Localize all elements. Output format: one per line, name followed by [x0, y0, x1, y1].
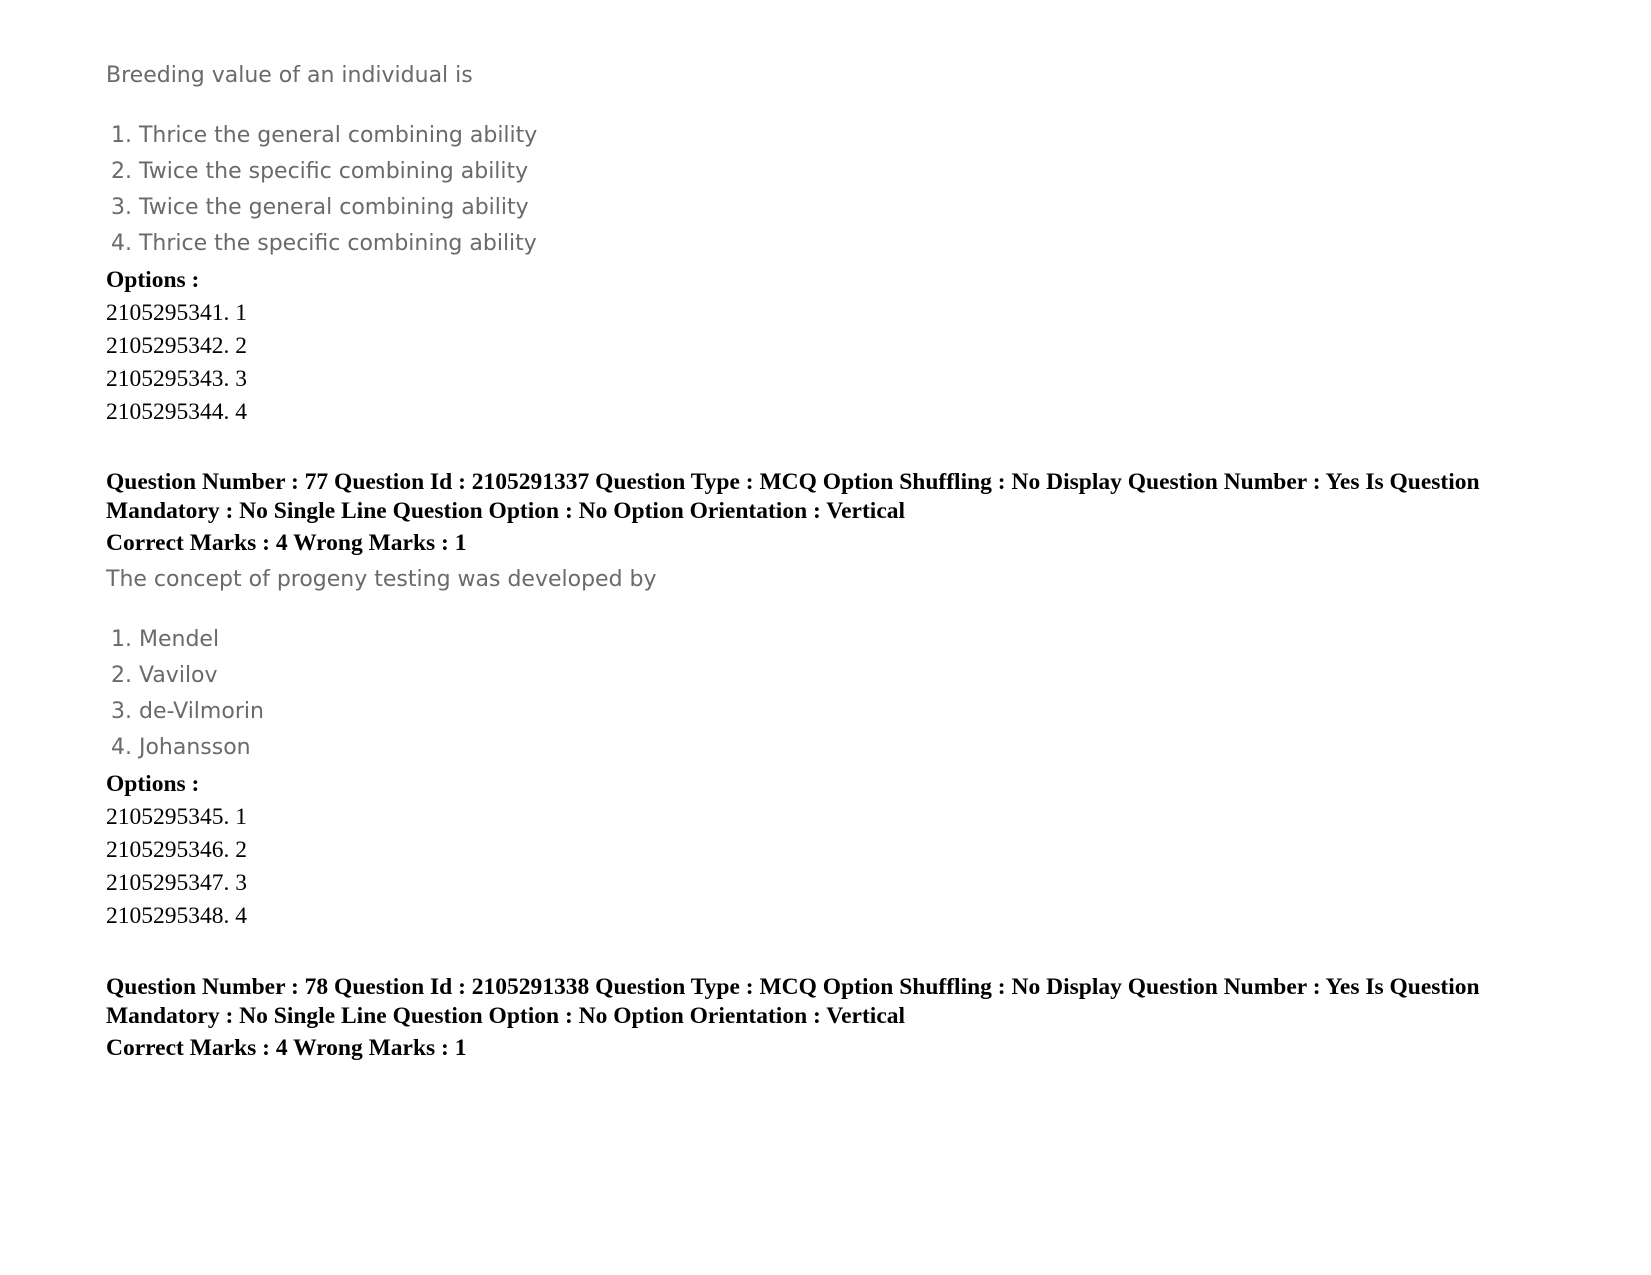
question-marks: Correct Marks : 4 Wrong Marks : 1: [106, 1035, 467, 1061]
question-meta: Question Number : 78 Question Id : 2105291338 Question Type : MCQ Option Shuffling : No Display Question Number : Yes Is Question Mandatory : No Single Line Question Option : No Option Orientation : Vertical: [106, 974, 1480, 1029]
question-choice: 3. de-Vilmorin: [111, 699, 264, 724]
question-choice: 4. Thrice the specific combining ability: [111, 231, 537, 256]
option-item: 2105295348. 4: [106, 903, 247, 929]
question-marks: Correct Marks : 4 Wrong Marks : 1: [106, 530, 467, 556]
option-item: 2105295346. 2: [106, 837, 247, 863]
option-item: 2105295345. 1: [106, 804, 247, 830]
question-choice: 4. Johansson: [111, 735, 251, 760]
question-choice: 2. Vavilov: [111, 663, 218, 688]
option-item: 2105295347. 3: [106, 870, 247, 896]
options-label: Options :: [106, 267, 200, 293]
question-choice: 1. Thrice the general combining ability: [111, 123, 538, 148]
question-choice: 1. Mendel: [111, 627, 220, 652]
option-item: 2105295343. 3: [106, 366, 247, 392]
question-choice: 3. Twice the general combining ability: [111, 195, 529, 220]
question-stem: Breeding value of an individual is: [106, 63, 473, 88]
options-label: Options :: [106, 771, 200, 797]
option-item: 2105295342. 2: [106, 333, 247, 359]
question-stem: The concept of progeny testing was developed by: [106, 567, 657, 592]
option-item: 2105295341. 1: [106, 300, 247, 326]
question-choice: 2. Twice the specific combining ability: [111, 159, 529, 184]
question-meta: Question Number : 77 Question Id : 2105291337 Question Type : MCQ Option Shuffling : No Display Question Number : Yes Is Question Mandatory : No Single Line Question Option : No Option Orientation : Vertical: [106, 469, 1480, 524]
option-item: 2105295344. 4: [106, 399, 247, 425]
